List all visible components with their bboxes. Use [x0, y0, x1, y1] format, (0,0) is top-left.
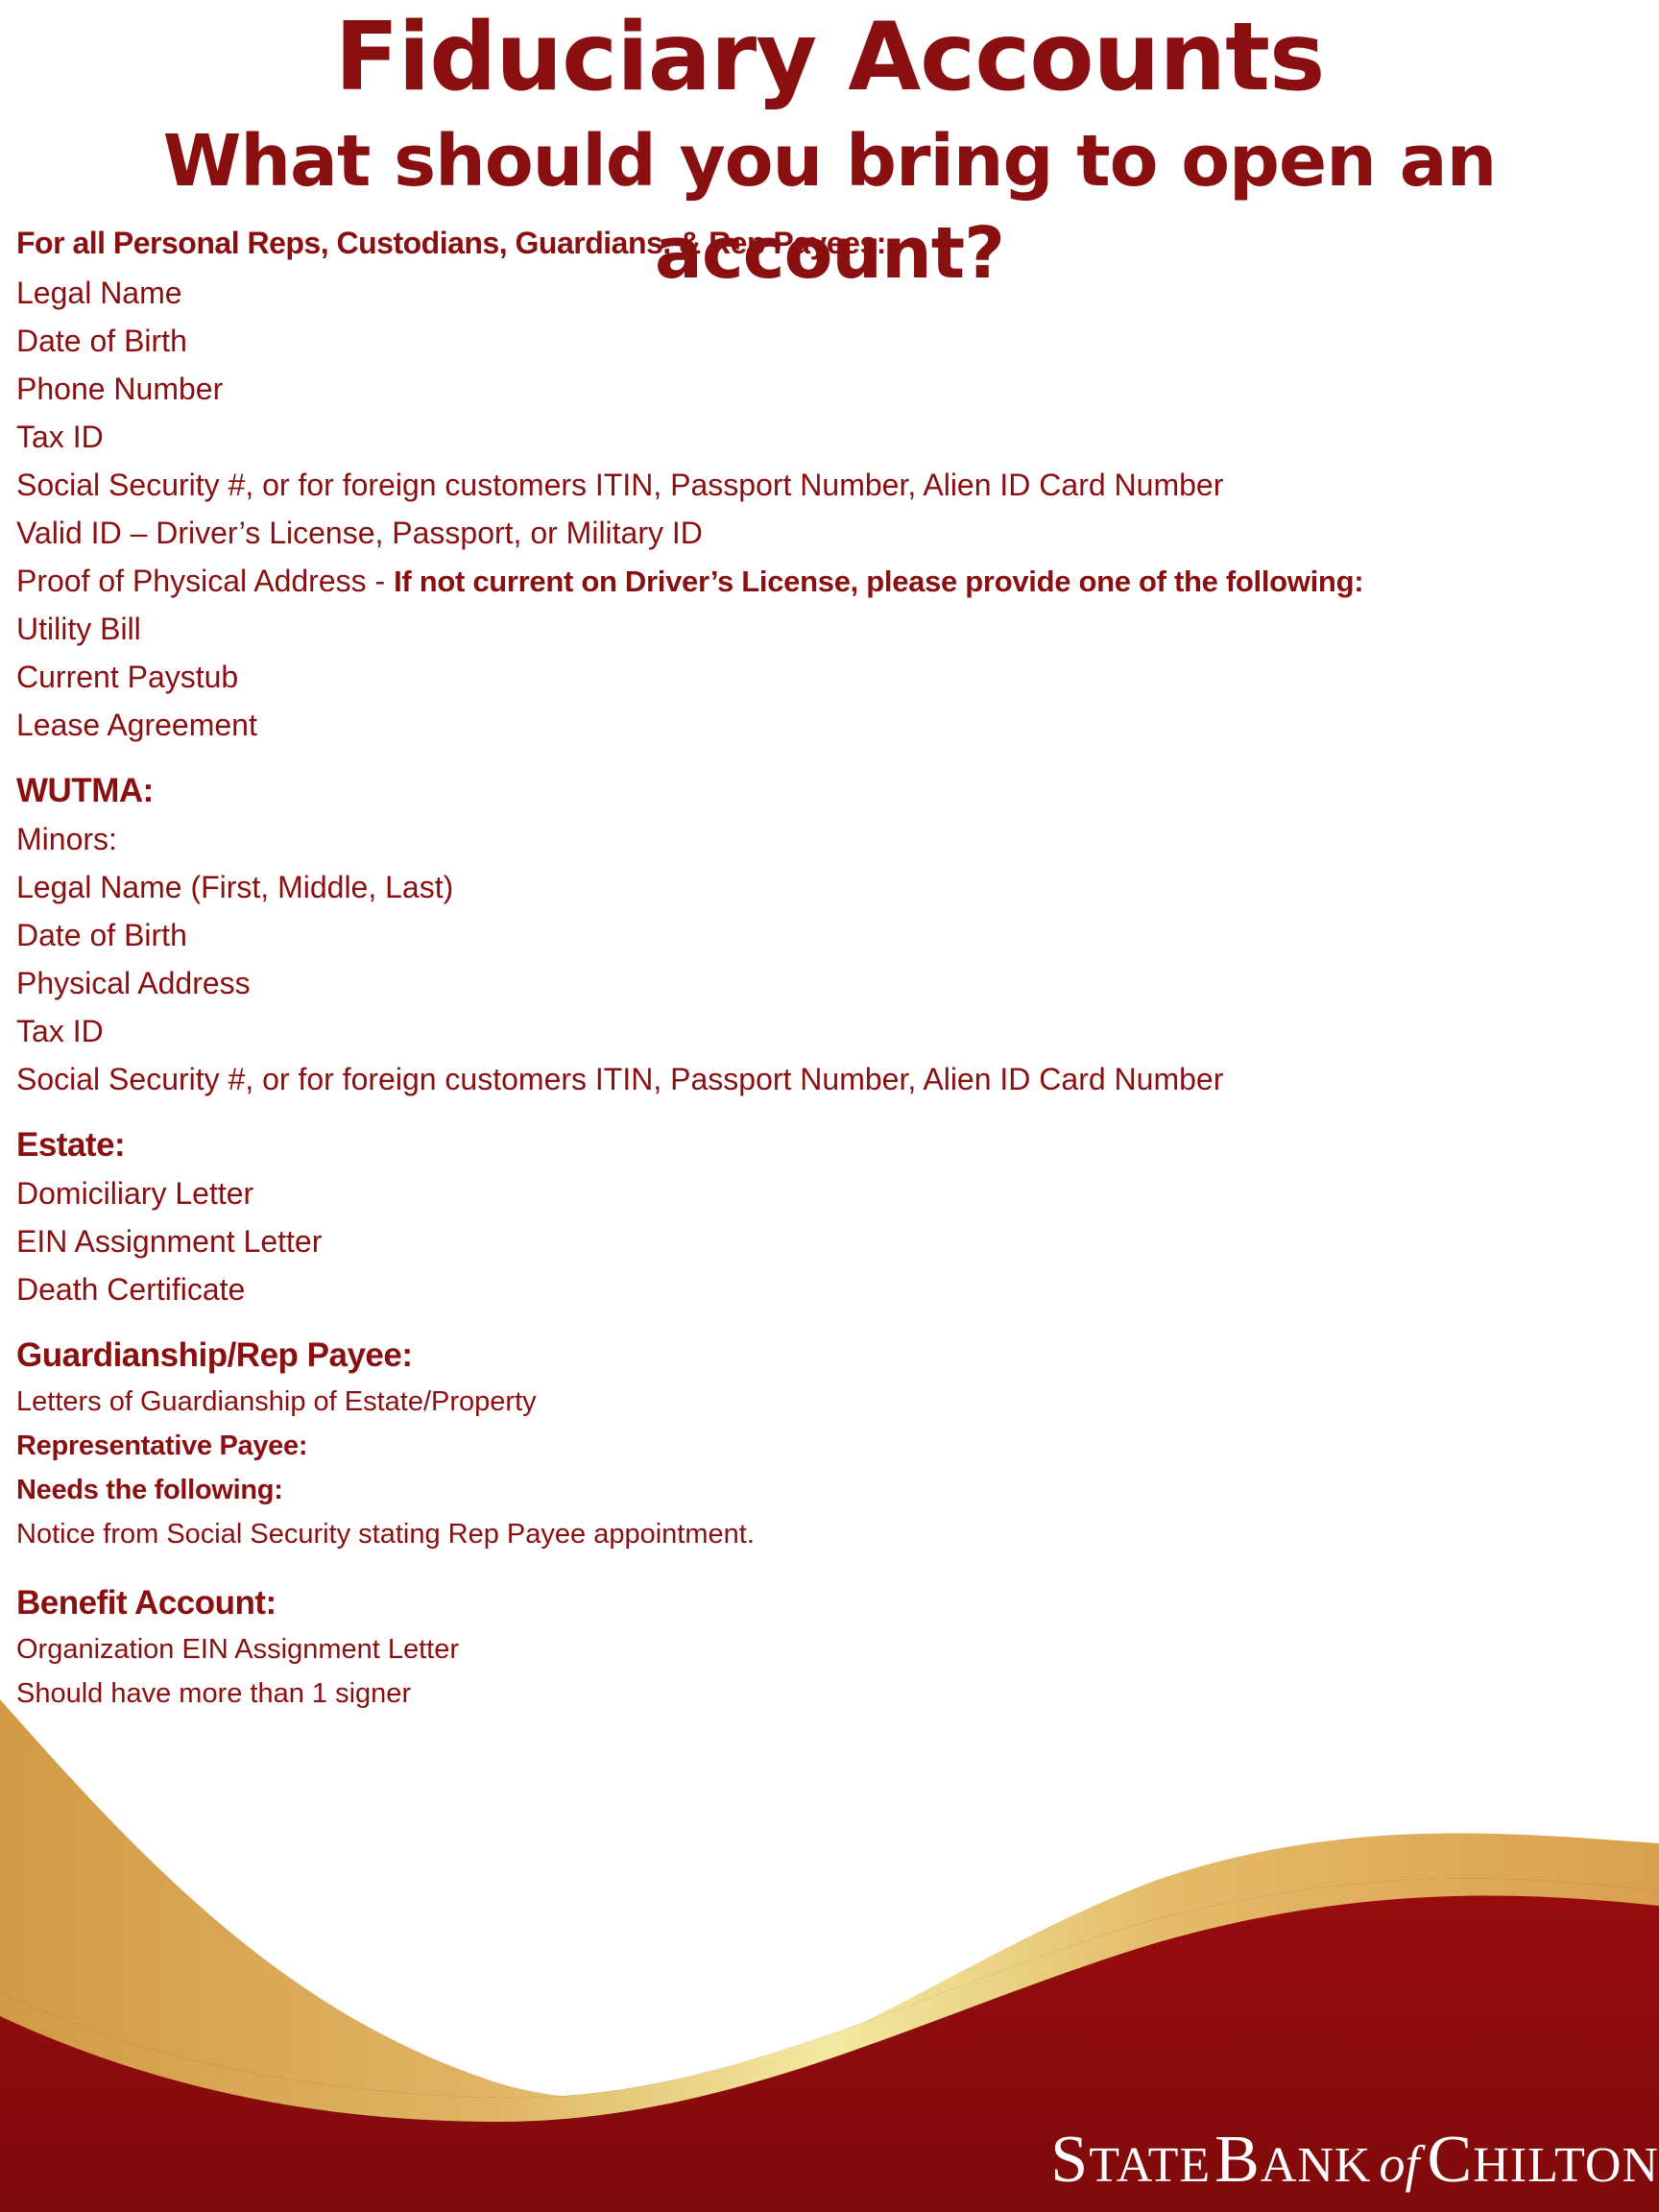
list-item: Phone Number: [16, 372, 224, 406]
list-item: Tax ID: [16, 1014, 104, 1048]
list-item: Legal Name (First, Middle, Last): [16, 870, 454, 904]
list-item: Legal Name: [16, 276, 182, 310]
address-note: If not current on Driver’s License, please provide one of the following:: [394, 565, 1364, 598]
list-item: Should have more than 1 signer: [16, 1678, 412, 1709]
wutma-heading: WUTMA:: [16, 772, 154, 809]
list-item: Valid ID – Driver’s License, Passport, or Military ID: [16, 516, 703, 550]
list-item: Date of Birth: [16, 324, 187, 358]
list-item: Physical Address: [16, 966, 251, 1000]
address-label: Proof of Physical Address -: [16, 564, 395, 598]
list-item: Date of Birth: [16, 918, 187, 952]
personal-heading: For all Personal Reps, Custodians, Guardians, & Rep Payees:: [16, 226, 886, 260]
list-item: Utility Bill: [16, 612, 141, 646]
brand-logo: STATE BANK of CHILTON: [1050, 2123, 1659, 2197]
benefit-heading: Benefit Account:: [16, 1584, 276, 1622]
proof-of-address-line: [16, 557, 1648, 605]
list-item: Minors:: [16, 822, 117, 856]
page-title: Fiduciary Accounts: [334, 3, 1325, 112]
list-item: Domiciliary Letter: [16, 1176, 254, 1211]
content: [16, 219, 1648, 1716]
list-item: Tax ID: [16, 420, 104, 454]
list-item: Death Certificate: [16, 1272, 246, 1307]
needs-label: Needs the following:: [16, 1475, 283, 1505]
page-subtitle: What should you bring to open an account?: [162, 120, 1497, 295]
estate-heading: Estate:: [16, 1126, 126, 1164]
list-item: Current Paystub: [16, 660, 239, 694]
list-item: Social Security #, or for foreign customers ITIN, Passport Number, Alien ID Card Number: [16, 1062, 1224, 1096]
list-item: Lease Agreement: [16, 708, 257, 742]
guardianship-heading: Guardianship/Rep Payee:: [16, 1336, 413, 1374]
list-item: Organization EIN Assignment Letter: [16, 1634, 460, 1665]
list-item: EIN Assignment Letter: [16, 1224, 323, 1259]
list-item: Letters of Guardianship of Estate/Property: [16, 1386, 537, 1417]
list-item: Social Security #, or for foreign customers ITIN, Passport Number, Alien ID Card Number: [16, 468, 1224, 502]
list-item: Notice from Social Security stating Rep Payee appointment.: [16, 1519, 755, 1550]
rep-payee-label: Representative Payee:: [16, 1431, 308, 1461]
